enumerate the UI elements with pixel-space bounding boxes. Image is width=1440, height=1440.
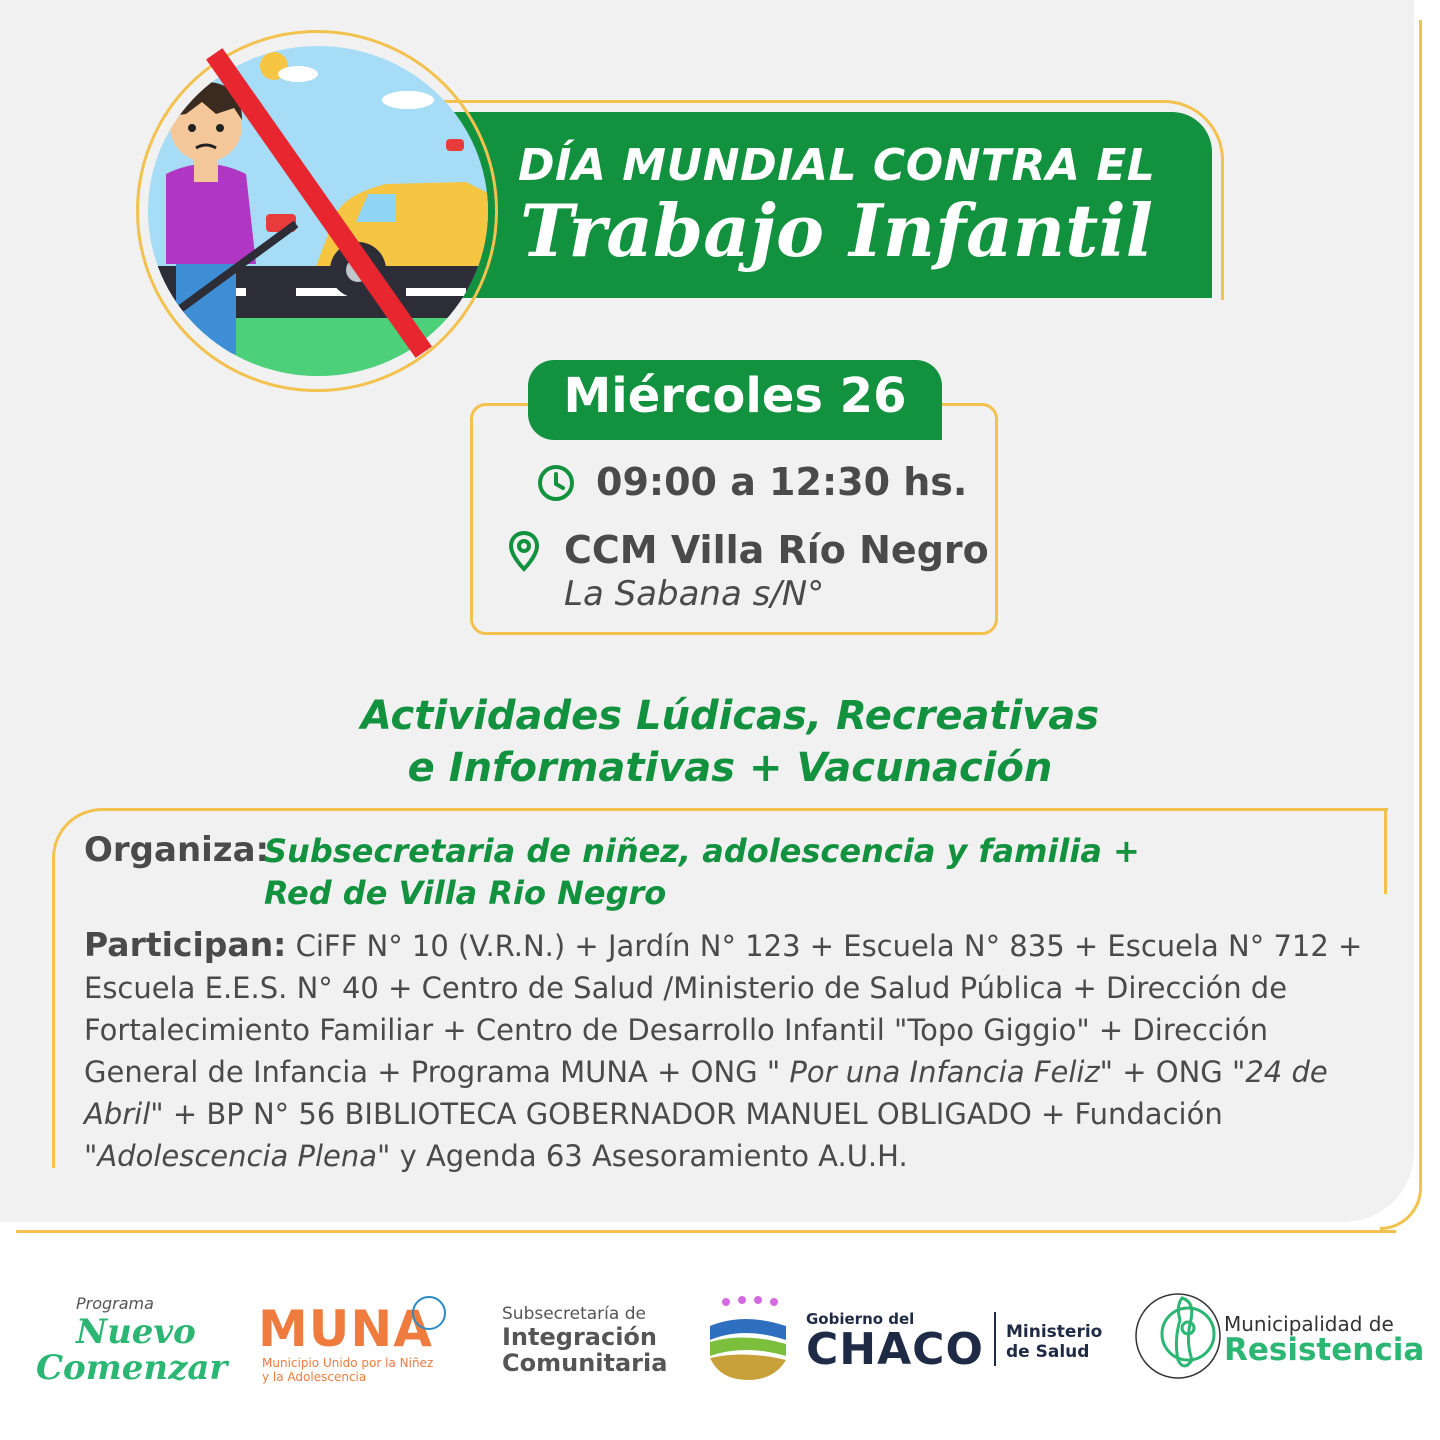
- muna-subtitle-line-1: Municipio Unido por la Niñez: [262, 1356, 434, 1370]
- nuevo-comenzar-line-2: Comenzar: [36, 1348, 228, 1388]
- decorative-outline-bottom: [16, 1230, 1396, 1233]
- muna-subtitle-line-2: y la Adolescencia: [262, 1370, 367, 1384]
- activities-line-1: Actividades Lúdicas, Recreativas: [360, 693, 1100, 739]
- participants-text-3: + BP N° 56 BIBLIOTECA GOBERNADOR MANUEL OBLIGADO + Fundación: [163, 1097, 1223, 1131]
- event-address: La Sabana s/N°: [564, 574, 825, 614]
- subsecretaria-logo: [502, 1324, 667, 1376]
- event-time: 09:00 a 12:30 hs.: [596, 460, 968, 504]
- participan-label: Participan:: [84, 925, 287, 964]
- participants-text-2: + ONG: [1113, 1055, 1232, 1089]
- chaco-gobierno-label: Gobierno del: [806, 1310, 915, 1328]
- participants-italic-1: " Por una Infancia Feliz": [766, 1055, 1114, 1089]
- organiza-line-2: Red de Villa Rio Negro: [264, 874, 667, 912]
- organiza-value: [264, 830, 1164, 914]
- subsecretaria-line-2: Integración: [502, 1323, 658, 1351]
- ministerio-line-2: de Salud: [1006, 1342, 1090, 1362]
- chaco-divider: [994, 1312, 996, 1366]
- muna-logo: MUNA: [258, 1300, 433, 1358]
- location-pin-icon: [508, 530, 540, 572]
- muna-badge-icon: [412, 1296, 446, 1330]
- organizers-box-edge: [1384, 808, 1387, 894]
- municipalidad-label: Municipalidad de: [1224, 1312, 1394, 1336]
- organiza-label: Organiza:: [84, 830, 270, 870]
- participants-text-4: y Agenda 63 Asesoramiento A.U.H.: [390, 1139, 908, 1173]
- title-line-1: DÍA MUNDIAL CONTRA EL: [518, 140, 1156, 191]
- participants-paragraph: [84, 924, 1384, 1177]
- nuevo-comenzar-logo: [36, 1314, 236, 1386]
- organiza-line-1: Subsecretaria de niñez, adolescencia y familia +: [264, 832, 1140, 870]
- chaco-emblem-icon: [704, 1296, 790, 1382]
- child-labor-illustration: [146, 44, 490, 378]
- muna-subtitle: [262, 1356, 462, 1384]
- resistencia-logo: Resistencia: [1224, 1332, 1425, 1368]
- participants-italic-3: "Adolescencia Plena": [84, 1139, 391, 1173]
- title-line-2: Trabajo Infantil: [520, 188, 1154, 273]
- chaco-logo: CHACO: [806, 1324, 984, 1375]
- event-place: CCM Villa Río Negro: [564, 528, 989, 572]
- nuevo-comenzar-small: Programa: [76, 1294, 154, 1313]
- activities-heading: [240, 690, 1220, 794]
- participants-text-1: CiFF N° 10 (V.R.N.) + Jardín N° 123 + Escuela N° 835 + Escuela N° 712 + Escuela E.E.S. N° 40 + Centro de Salud /Ministerio de Salud Pública + Dirección de Fortalecimiento Familiar + Centro de Desarrollo Infantil "Topo Giggio" + Dirección General de Infancia + Programa MUNA + ONG: [84, 929, 1363, 1089]
- subsecretaria-line-3: Comunitaria: [502, 1349, 668, 1377]
- ministerio-salud-label: [1006, 1322, 1102, 1362]
- activities-line-2: e Informativas + Vacunación: [407, 745, 1053, 791]
- clock-icon: [536, 463, 576, 503]
- nuevo-comenzar-line-1: Nuevo: [76, 1312, 196, 1352]
- event-date: Miércoles 26: [563, 368, 907, 424]
- subsecretaria-line-1: Subsecretaría de: [502, 1304, 646, 1324]
- participants-italic-2: "24 de Abril": [84, 1055, 1328, 1131]
- ministerio-line-1: Ministerio: [1006, 1322, 1103, 1342]
- resistencia-seal-icon: [1130, 1280, 1226, 1392]
